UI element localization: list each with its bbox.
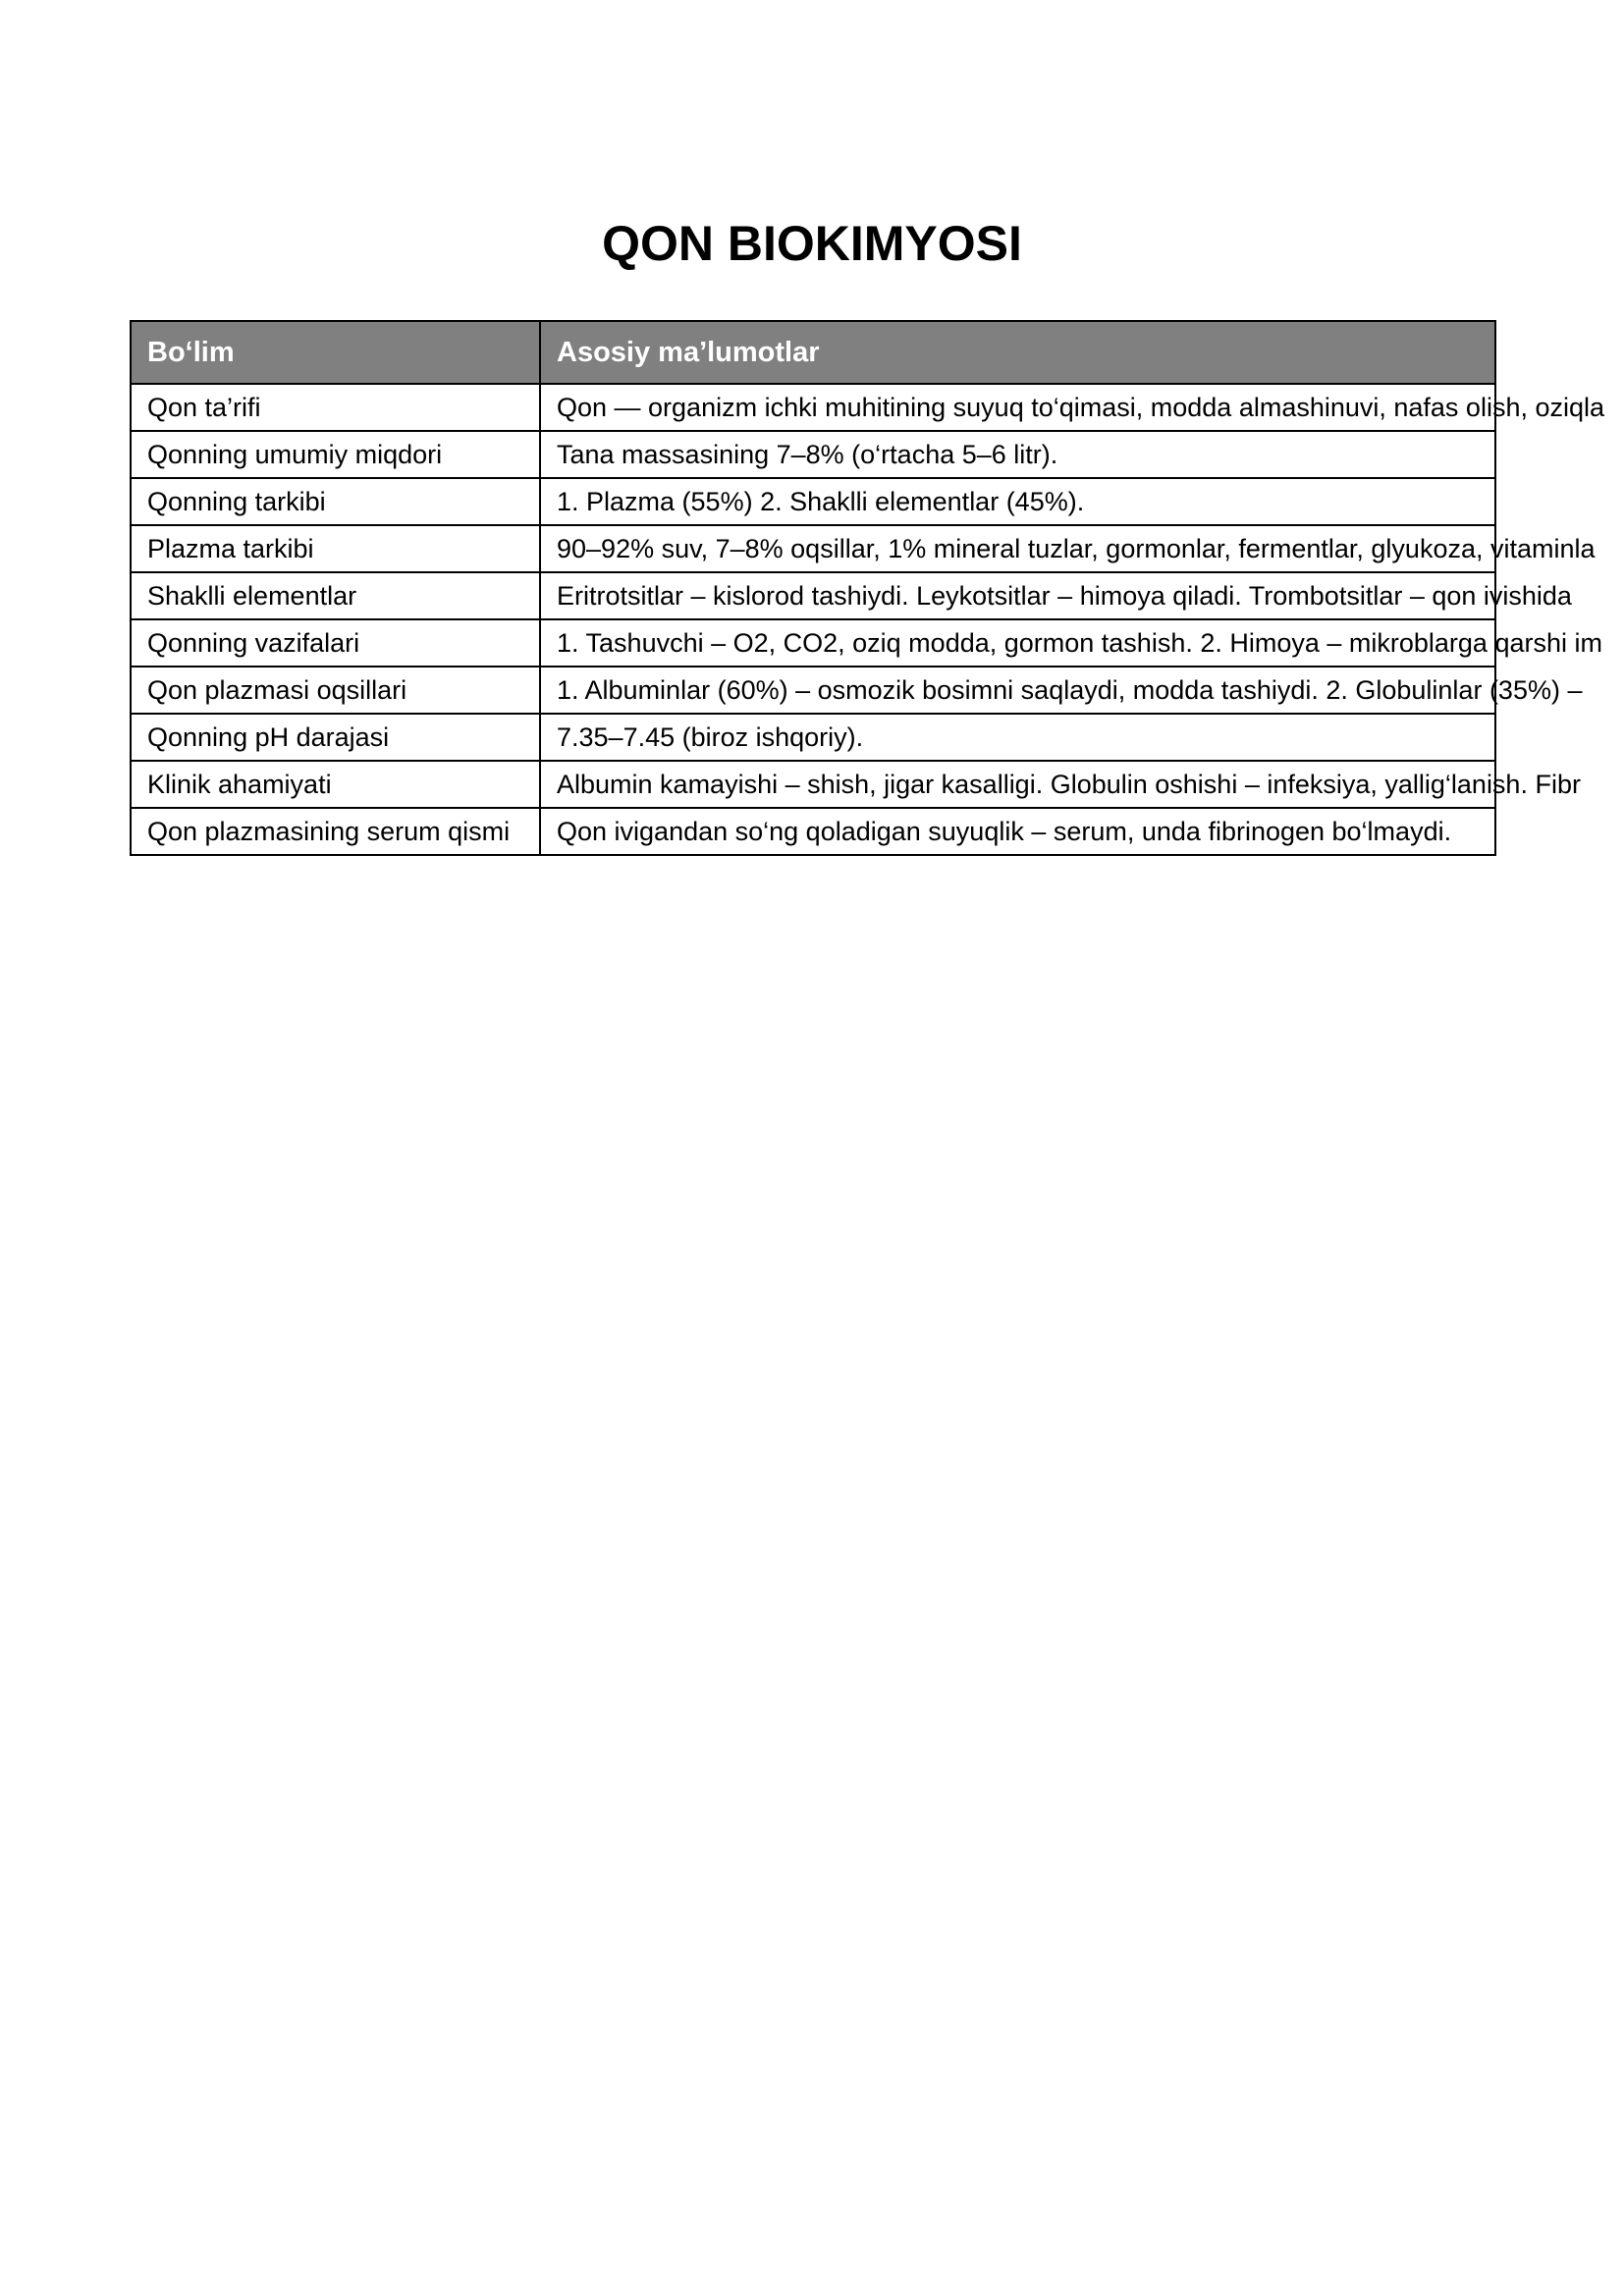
row-section-cell: Plazma tarkibi bbox=[131, 525, 540, 572]
table-header-row bbox=[131, 321, 1495, 384]
row-section-cell: Qonning umumiy miqdori bbox=[131, 431, 540, 478]
column-header-section: Bo‘lim bbox=[131, 321, 540, 384]
row-info-cell: Tana massasining 7–8% (o‘rtacha 5–6 litr). bbox=[540, 431, 1495, 478]
row-section-cell: Qon ta’rifi bbox=[131, 384, 540, 431]
row-info-cell: 1. Albuminlar (60%) – osmozik bosimni saqlaydi, modda tashiydi. 2. Globulinlar (35%) – bbox=[540, 667, 1495, 714]
row-section-cell: Qon plazmasi oqsillari bbox=[131, 667, 540, 714]
table-row bbox=[131, 572, 1495, 619]
column-header-info: Asosiy ma’lumotlar bbox=[540, 321, 1495, 384]
row-info-cell: Qon — organizm ichki muhitining suyuq to‘qimasi, modda almashinuvi, nafas olish, oziqla bbox=[540, 384, 1495, 431]
table-row bbox=[131, 667, 1495, 714]
table-row bbox=[131, 808, 1495, 855]
row-section-cell: Qon plazmasining serum qismi bbox=[131, 808, 540, 855]
row-info-cell: 1. Plazma (55%) 2. Shaklli elementlar (45%). bbox=[540, 478, 1495, 525]
table-row bbox=[131, 761, 1495, 808]
row-section-cell: Shaklli elementlar bbox=[131, 572, 540, 619]
table-row bbox=[131, 384, 1495, 431]
row-info-cell: 1. Tashuvchi – O2, CO2, oziq modda, gormon tashish. 2. Himoya – mikroblarga qarshi im bbox=[540, 619, 1495, 667]
row-info-cell: Qon ivigandan so‘ng qoladigan suyuqlik – serum, unda fibrinogen bo‘lmaydi. bbox=[540, 808, 1495, 855]
row-info-cell: 90–92% suv, 7–8% oqsillar, 1% mineral tuzlar, gormonlar, fermentlar, glyukoza, vitaminla bbox=[540, 525, 1495, 572]
info-table bbox=[130, 320, 1605, 856]
row-info-cell: Eritrotsitlar – kislorod tashiydi. Leykotsitlar – himoya qiladi. Trombotsitlar – qon ivishida bbox=[540, 572, 1495, 619]
table-row bbox=[131, 714, 1495, 761]
row-section-cell: Qonning pH darajasi bbox=[131, 714, 540, 761]
table-row bbox=[131, 619, 1495, 667]
table-row bbox=[131, 525, 1495, 572]
table-row bbox=[131, 478, 1495, 525]
document-title: QON BIOKIMYOSI bbox=[602, 216, 1022, 271]
row-info-cell: 7.35–7.45 (biroz ishqoriy). bbox=[540, 714, 1495, 761]
table-row bbox=[131, 431, 1495, 478]
row-info-cell: Albumin kamayishi – shish, jigar kasalligi. Globulin oshishi – infeksiya, yallig‘lanish. Fibr bbox=[540, 761, 1495, 808]
row-section-cell: Qonning tarkibi bbox=[131, 478, 540, 525]
row-section-cell: Klinik ahamiyati bbox=[131, 761, 540, 808]
row-section-cell: Qonning vazifalari bbox=[131, 619, 540, 667]
